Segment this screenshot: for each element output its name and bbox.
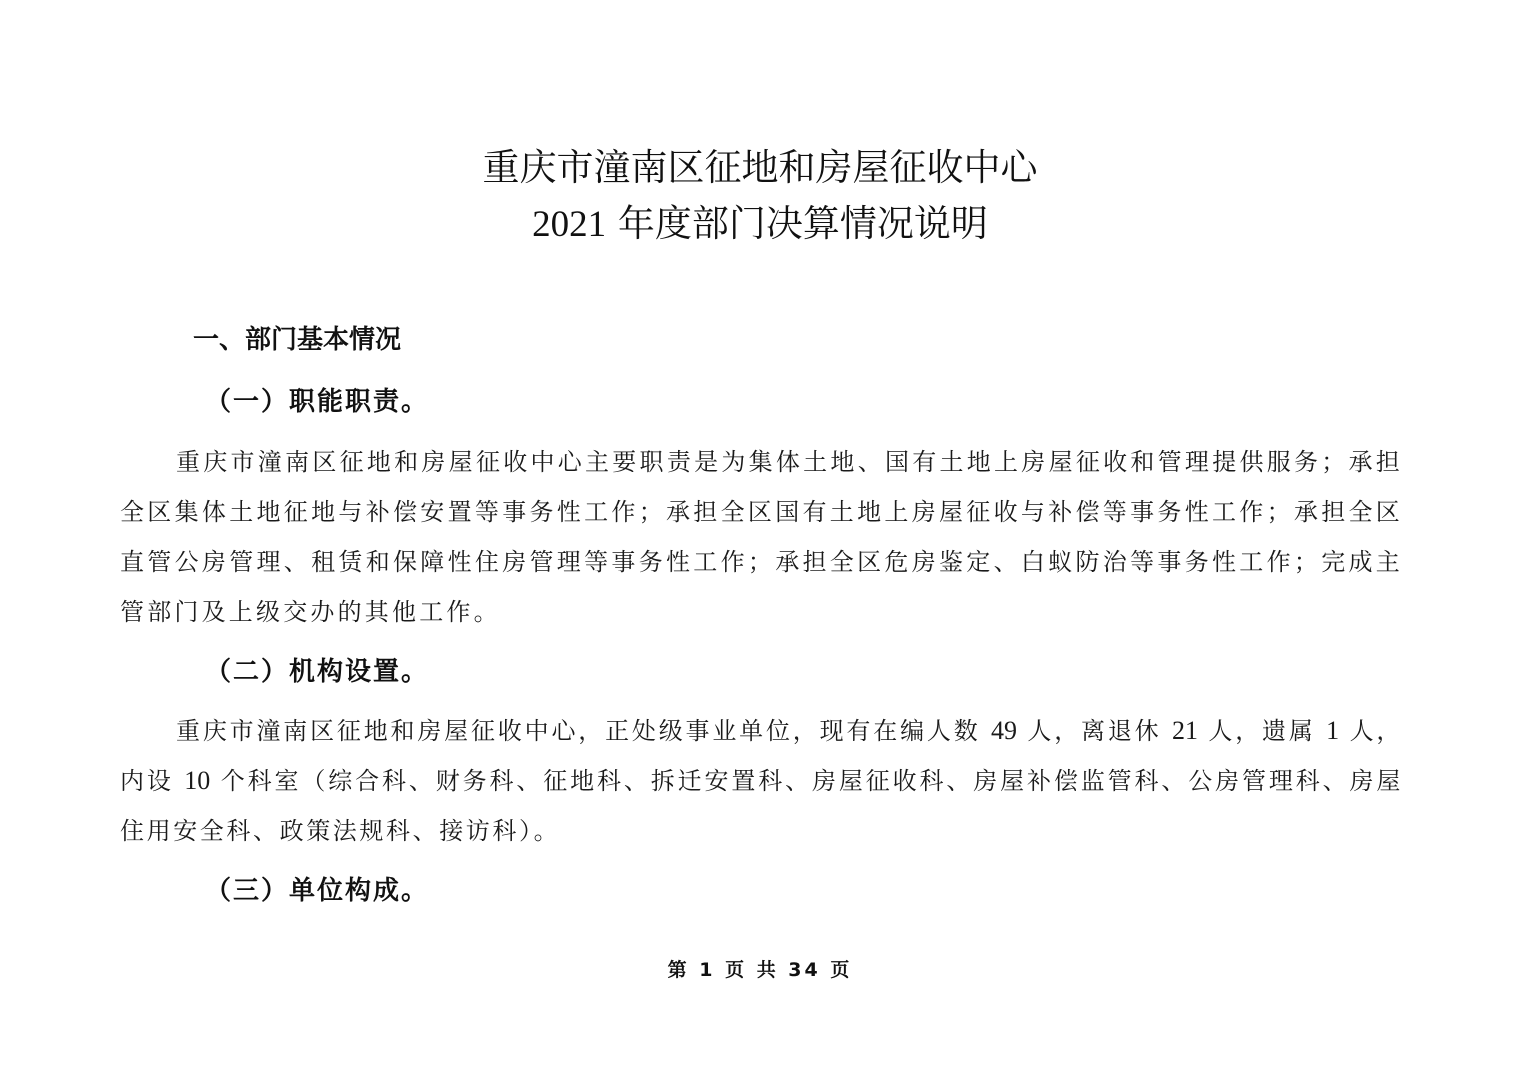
dependents-count: 1: [1326, 716, 1340, 745]
paragraph-organization: [120, 706, 1403, 856]
org-text-b: 人，离退休: [1016, 717, 1172, 745]
document-title-line1: 重庆市潼南区征地和房屋征收中心: [482, 146, 1038, 189]
org-text-c: 人，遗属: [1197, 717, 1327, 745]
staff-count: 49: [990, 716, 1017, 745]
divisions-count: 10: [184, 766, 211, 795]
page-number-footer: 第 1 页 共 34 页: [667, 959, 853, 981]
paragraph-functions: 重庆市潼南区征地和房屋征收中心主要职责是为集体土地、国有土地上房屋征收和管理提供服务；承担全区集体土地征地与补偿安置等事务性工作；承担全区国有土地上房屋征收与补偿等事务性工作；承担全区直管公房管理、租赁和保障性住房管理等事务性工作；承担全区危房鉴定、白蚁防治等事务性工作；完成主管部门及上级交办的其他工作。: [120, 448, 1403, 626]
section-heading-basic-info: 一、部门基本情况: [193, 325, 402, 355]
org-text-d: 人，内设: [120, 717, 1403, 795]
retired-count: 21: [1171, 716, 1198, 745]
subsection-heading-composition: （三）单位构成。: [205, 876, 430, 906]
subsection-heading-organization: （二）机构设置。: [205, 657, 430, 687]
title-suffix: 年度部门决算情况说明: [606, 202, 988, 245]
title-year: 2021: [532, 204, 607, 245]
org-text-e: 个科室（综合科、财务科、征地科、拆迁安置科、房屋征收科、房屋补偿监管科、公房管理科、房屋住用安全科、政策法规科、接访科）。: [120, 767, 1403, 845]
subsection-heading-functions: （一）职能职责。: [205, 387, 430, 417]
org-text-a: 重庆市潼南区征地和房屋征收中心，正处级事业单位，现有在编人数: [176, 717, 991, 745]
document-title-line2: [0, 202, 1520, 247]
